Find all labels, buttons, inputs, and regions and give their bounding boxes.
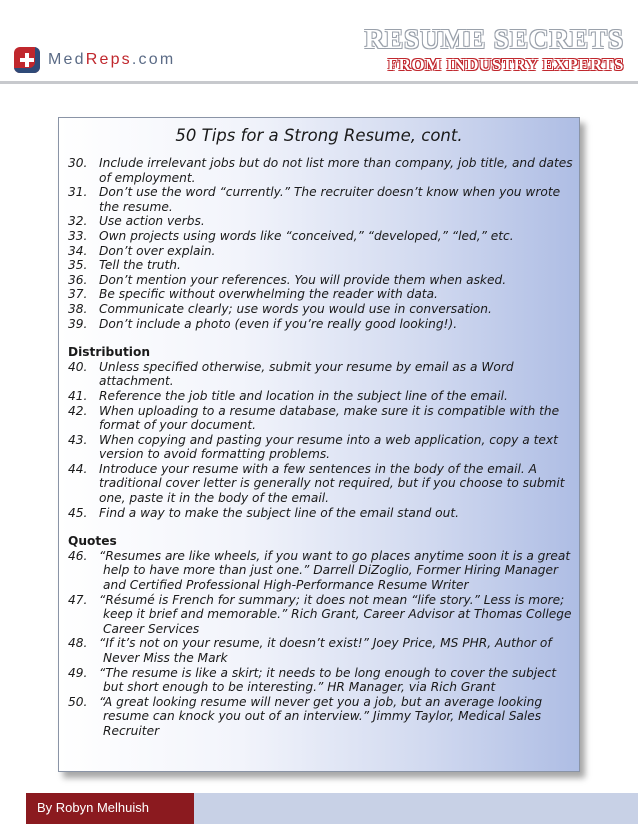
list-item (68, 593, 573, 637)
list-item (68, 666, 573, 695)
item-number: 44. (68, 461, 88, 476)
item-number: 37. (68, 287, 88, 302)
header-title (365, 26, 624, 73)
panel-title: 50 Tips for a Strong Resume, cont. (175, 126, 463, 145)
list-item (68, 244, 573, 259)
list-item (68, 360, 573, 389)
list-item (68, 404, 573, 433)
medical-cross-icon (14, 47, 40, 73)
item-number: 48. (68, 636, 88, 651)
footer-accent-bar (194, 793, 638, 824)
item-text: “Résumé is French for summary; it does not mean “life story.” Less is more; keep it brief and memorable.” Rich Grant, Career Advisor at Thomas College Career Services (99, 592, 572, 636)
item-text: “The resume is like a skirt; it needs to be long enough to cover the subject but short enough to be interesting.” HR Manager, via Rich Grant (99, 665, 557, 695)
list-item (68, 462, 573, 506)
list-item (68, 229, 573, 244)
item-text: Don’t over explain. (99, 243, 216, 258)
item-text: Tell the truth. (99, 258, 181, 273)
item-text: Don’t mention your references. You will provide them when asked. (99, 272, 507, 287)
logo-suffix: .com (131, 51, 176, 68)
list-item (68, 506, 573, 521)
list-item (68, 185, 573, 214)
distribution-list (68, 360, 573, 521)
item-text: Communicate clearly; use words you would use in conversation. (99, 301, 492, 316)
list-item (68, 258, 573, 273)
list-item (68, 302, 573, 317)
item-number: 50. (68, 694, 88, 709)
list-item (68, 389, 573, 404)
item-text: “If it’s not on your resume, it doesn’t exist!” Joey Price, MS PHR, Author of Never Miss the Mark (99, 636, 552, 665)
logo-wordmark (48, 51, 175, 69)
list-item (68, 273, 573, 288)
item-number: 45. (68, 505, 88, 520)
item-number: 47. (68, 592, 88, 607)
header-title-line1: RESUME SECRETS (364, 24, 624, 54)
distribution-heading: Distribution (68, 345, 151, 360)
list-item (68, 317, 573, 332)
header-divider (0, 81, 638, 84)
item-number: 30. (68, 156, 88, 170)
item-number: 49. (68, 665, 88, 680)
item-text: “Resumes are like wheels, if you want to go places anytime soon it is a great help to have more than just one.” Darrell DiZoglio, Former Hiring Manager and Certified Professional High-Performance Resume Writer (99, 548, 571, 593)
item-text: Introduce your resume with a few sentences in the body of the email. A traditional cover letter is generally not required, but if you choose to submit one, paste it in the body of the email. (99, 461, 565, 506)
list-item (68, 695, 573, 739)
list-item (68, 156, 573, 185)
tips-panel (58, 117, 580, 772)
item-text: Unless specified otherwise, submit your resume by email as a Word attachment. (99, 359, 514, 389)
header-title-line2: FROM INDUSTRY EXPERTS (387, 55, 624, 74)
item-text: Find a way to make the subject line of the email stand out. (99, 505, 460, 520)
quotes-list (68, 549, 573, 739)
item-text: Don’t use the word “currently.” The recruiter doesn’t know when you wrote the resume. (99, 185, 561, 214)
item-number: 33. (68, 228, 88, 243)
tips-content (68, 156, 573, 739)
item-text: Reference the job title and location in the subject line of the email. (99, 388, 508, 403)
item-text: Use action verbs. (99, 214, 205, 229)
item-number: 35. (68, 258, 88, 273)
item-text: Include irrelevant jobs but do not list more than company, job title, and dates of employment. (99, 156, 573, 185)
item-text: “A great looking resume will never get you a job, but an average looking resume can knock you out of an interview.” Jimmy Taylor, Medical Sales Recruiter (99, 694, 543, 738)
item-text: When uploading to a resume database, make sure it is compatible with the format of your document. (99, 403, 560, 433)
quotes-heading: Quotes (68, 534, 117, 549)
item-text: Don’t include a photo (even if you’re really good looking!). (99, 316, 458, 331)
item-number: 41. (68, 388, 88, 403)
item-text: Be specific without overwhelming the reader with data. (99, 287, 438, 302)
list-item (68, 287, 573, 302)
item-number: 46. (68, 548, 88, 563)
list-item (68, 636, 573, 665)
item-number: 36. (68, 272, 88, 287)
list-item (68, 433, 573, 462)
medreps-logo (14, 47, 175, 73)
item-number: 34. (68, 243, 88, 258)
item-number: 40. (68, 359, 88, 374)
item-number: 43. (68, 432, 88, 447)
list-item (68, 549, 573, 593)
item-text: When copying and pasting your resume into a web application, copy a text version to avoid formatting problems. (99, 432, 558, 462)
item-number: 31. (68, 185, 88, 200)
logo-prefix: Med (48, 51, 86, 68)
item-number: 32. (68, 214, 88, 229)
footer-author: By Robyn Melhuish (37, 800, 149, 815)
item-text: Own projects using words like “conceived,” “developed,” “led,” etc. (99, 228, 514, 243)
item-number: 38. (68, 301, 88, 316)
item-number: 39. (68, 316, 88, 331)
list-item (68, 214, 573, 229)
tips-list (68, 156, 573, 331)
item-number: 42. (68, 403, 88, 418)
logo-strong: Reps (85, 51, 132, 68)
